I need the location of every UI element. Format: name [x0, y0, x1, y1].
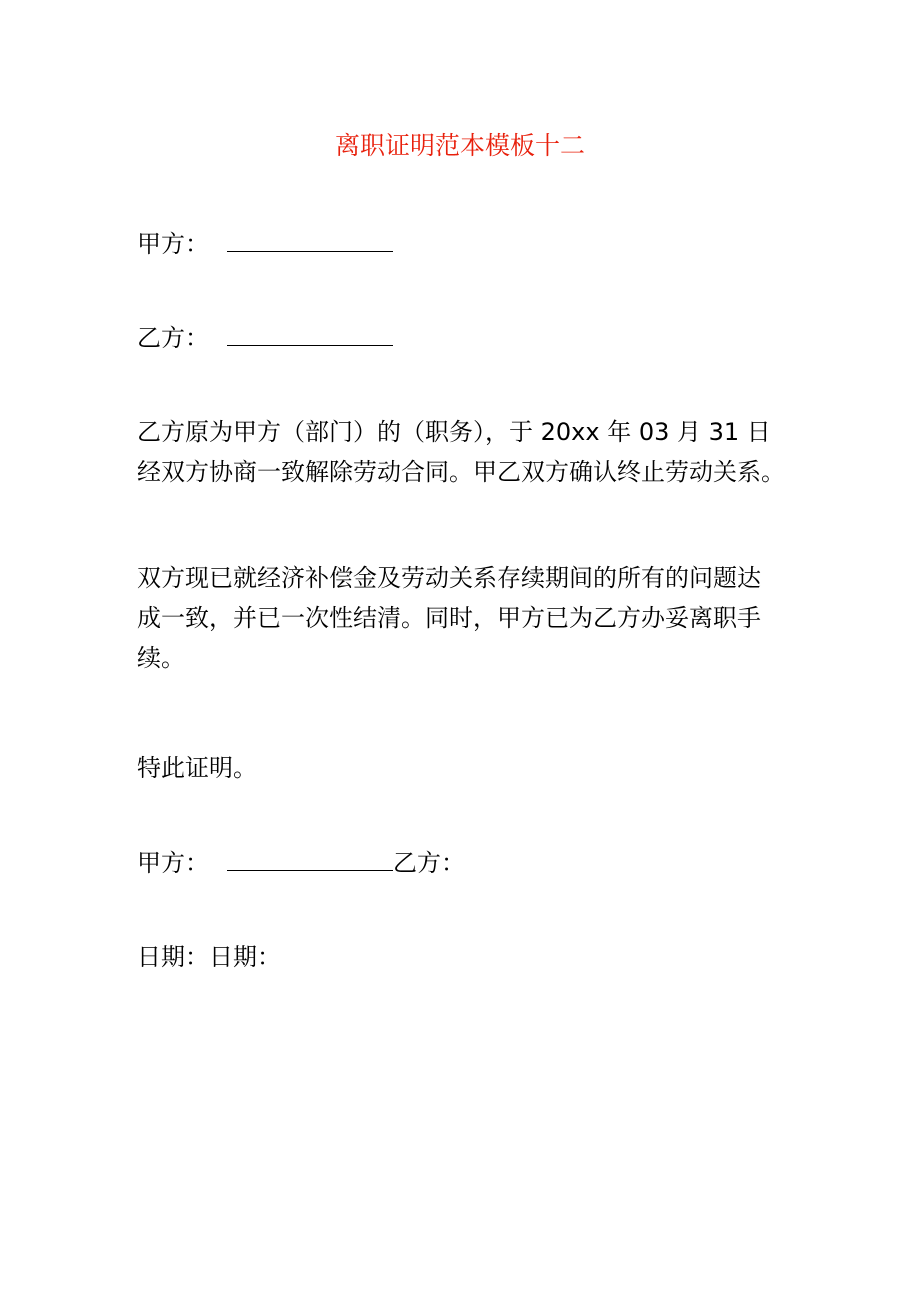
paragraph-line: 双方现已就经济补偿金及劳动关系存续期间的所有的问题达: [137, 564, 761, 592]
party-a-label: 甲方：: [137, 230, 209, 258]
hereby-certify: 特此证明。: [137, 754, 257, 782]
date-line: 日期：日期：: [137, 943, 281, 971]
party-b-label: 乙方：: [137, 324, 209, 352]
party-a-blank: [227, 227, 393, 252]
document-title: 离职证明范本模板十二: [334, 131, 585, 160]
paragraph-line: 经双方协商一致解除劳动合同。甲乙双方确认终止劳动关系。: [137, 458, 785, 486]
paragraph-line: 成一致，并已一次性结清。同时，甲方已为乙方办妥离职手: [137, 604, 761, 632]
signature-line: [137, 843, 465, 883]
party-b-line: [137, 318, 393, 358]
sign-party-b-label: 乙方：: [393, 849, 465, 877]
paragraph-settlement: [137, 558, 797, 678]
party-b-blank: [227, 321, 393, 346]
paragraph-line: 续。: [137, 644, 185, 672]
sign-party-a-label: 甲方：: [137, 849, 209, 877]
paragraph-line: 乙方原为甲方（部门）的（职务），于 20xx 年 03 月 31 日: [137, 418, 771, 446]
paragraph-employment: [137, 412, 797, 492]
party-a-line: [137, 224, 393, 264]
sign-party-a-blank: [227, 846, 393, 871]
